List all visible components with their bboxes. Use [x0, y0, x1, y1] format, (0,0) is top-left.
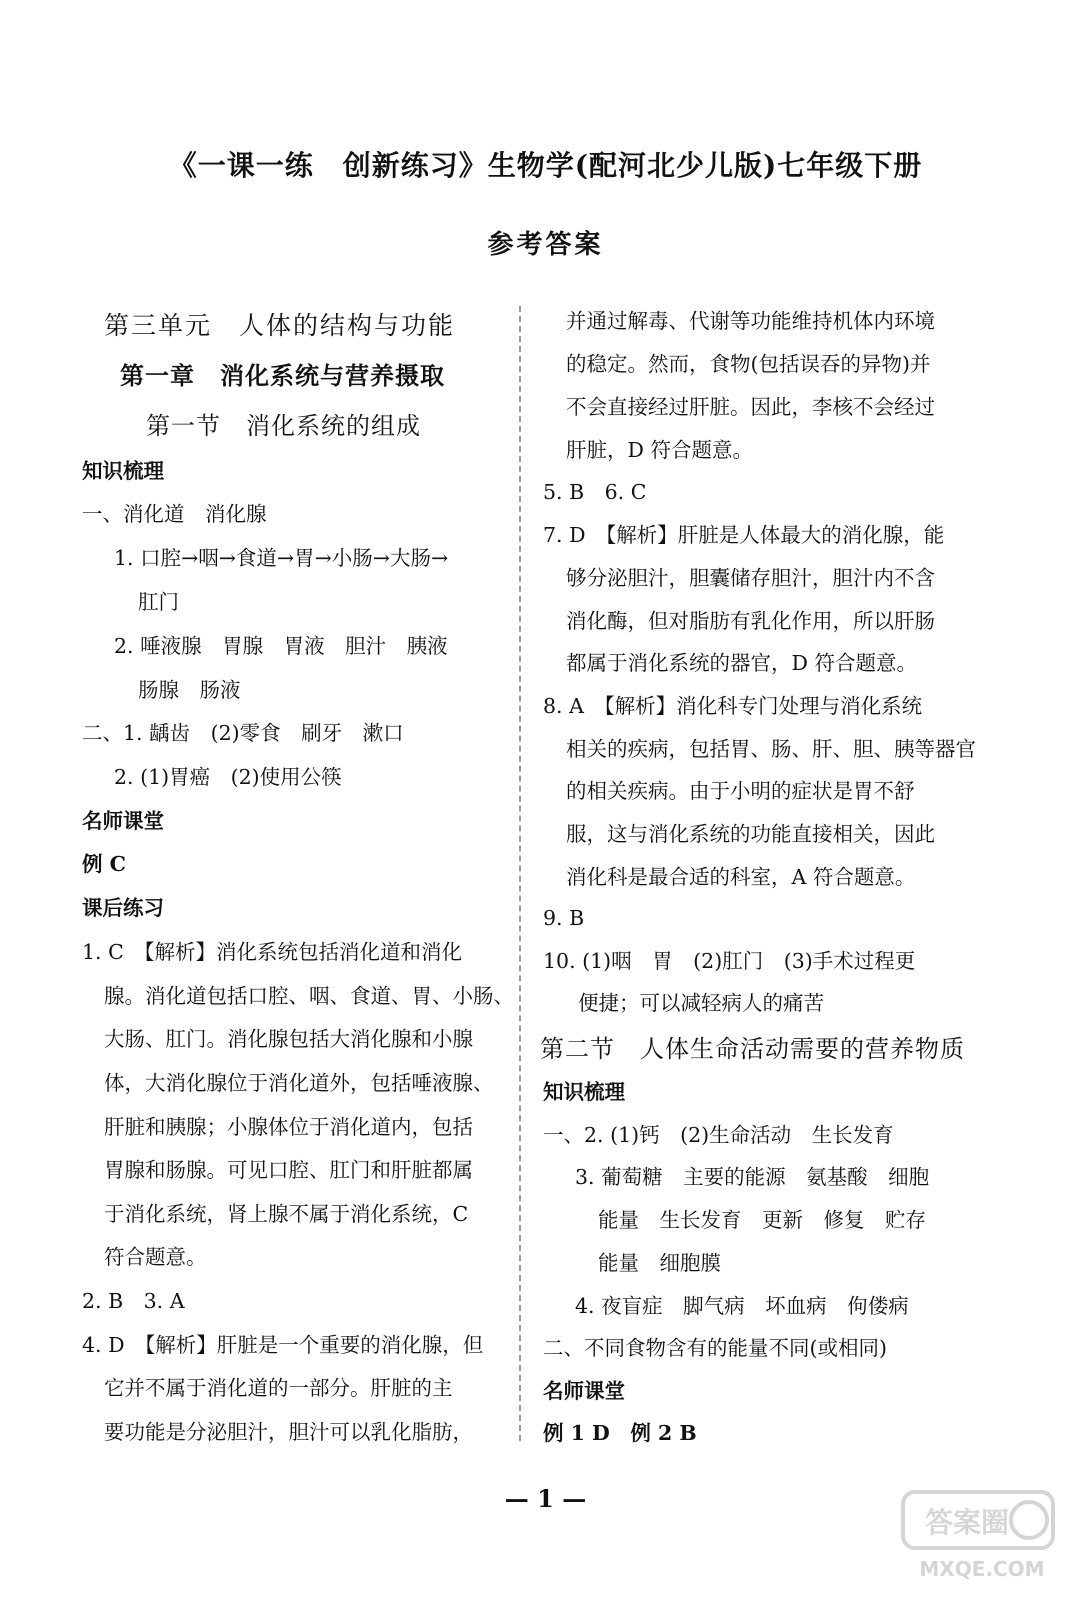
answer-line: 二、不同食物含有的能量不同(或相同): [543, 1336, 887, 1360]
answer-line: 胃腺和肠腺。可见口腔、肛门和肝脏都属: [104, 1158, 473, 1182]
unit-title: 第三单元 人体的结构与功能: [104, 311, 456, 340]
answer-line: 不会直接经过肝脏。因此，李核不会经过: [566, 395, 935, 419]
page-number: — 1 —: [504, 1484, 587, 1513]
answer-line: 能量 生长发育 更新 修复 贮存: [598, 1208, 926, 1232]
watermark-url: MXQE.COM: [919, 1557, 1045, 1581]
answer-line: 大肠、肛门。消化腺包括大消化腺和小腺: [104, 1027, 473, 1051]
answer-line: 肠腺 肠液: [138, 678, 241, 702]
answer-line: 相关的疾病，包括胃、肠、肝、胆、胰等器官: [566, 737, 976, 761]
answer-line: 5. B 6. C: [543, 480, 647, 504]
chapter-title: 第一章 消化系统与营养摄取: [120, 361, 445, 390]
answer-line: 二、1. 龋齿 (2)零食 刷牙 漱口: [82, 721, 404, 745]
answers-heading: 参考答案: [487, 230, 604, 260]
answer-line: 肝脏和胰腺；小腺体位于消化道内，包括: [104, 1115, 473, 1139]
answer-line: 例 1 D 例 2 B: [543, 1421, 697, 1445]
watermark-text: 答案圈: [924, 1506, 1010, 1539]
answer-line: 2. B 3. A: [82, 1289, 185, 1313]
answer-line: 4. D 【解析】肝脏是一个重要的消化腺，但: [82, 1333, 484, 1357]
answer-line: 符合题意。: [104, 1245, 207, 1269]
answer-line: 够分泌胆汁，胆囊储存胆汁，胆汁内不含: [566, 566, 935, 590]
answer-line: 体，大消化腺位于消化道外，包括唾液腺、: [104, 1071, 494, 1095]
answer-line: 2. (1)胃癌 (2)使用公筷: [114, 765, 342, 789]
document-title: 《一课一练 创新练习》生物学(配河北少儿版)七年级下册: [168, 149, 923, 182]
answer-line: 的稳定。然而，食物(包括误吞的异物)并: [566, 352, 931, 376]
answer-line: 的相关疾病。由于小明的症状是胃不舒: [566, 779, 915, 803]
heading-practice: 课后练习: [82, 896, 164, 920]
answer-line: 7. D 【解析】肝脏是人体最大的消化腺，能: [543, 523, 945, 547]
answer-line: 1. 口腔→咽→食道→胃→小肠→大肠→: [114, 546, 449, 570]
answer-line: 例 C: [82, 852, 126, 876]
section1-title: 第一节 消化系统的组成: [146, 412, 421, 440]
answer-line: 10. (1)咽 胃 (2)肛门 (3)手术过程更: [543, 949, 916, 973]
answer-line: 消化科是最合适的科室，A 符合题意。: [566, 865, 916, 889]
answer-line: 并通过解毒、代谢等功能维持机体内环境: [566, 309, 935, 333]
section2-title: 第二节 人体生命活动需要的营养物质: [540, 1035, 965, 1063]
heading-teacher: 名师课堂: [543, 1379, 625, 1403]
answer-line: 一、消化道 消化腺: [82, 502, 267, 526]
answer-line: 腺。消化道包括口腔、咽、食道、胃、小肠、: [104, 984, 514, 1008]
answer-line: 肛门: [138, 590, 179, 614]
answer-line: 消化酶，但对脂肪有乳化作用，所以肝肠: [566, 609, 935, 633]
answer-line: 1. C 【解析】消化系统包括消化道和消化: [82, 940, 463, 964]
answer-line: 2. 唾液腺 胃腺 胃液 胆汁 胰液: [114, 634, 448, 658]
heading-knowledge: 知识梳理: [82, 459, 164, 483]
column-divider: [519, 306, 521, 1441]
answer-line: 肝脏，D 符合题意。: [566, 438, 753, 462]
answer-line: 服，这与消化系统的功能直接相关，因此: [566, 822, 935, 846]
heading-teacher: 名师课堂: [82, 809, 164, 833]
watermark-logo: [897, 1488, 1067, 1584]
answer-line: 9. B: [543, 906, 585, 930]
answer-line: 4. 夜盲症 脚气病 坏血病 佝偻病: [575, 1294, 909, 1318]
answer-line: 要功能是分泌胆汁，胆汁可以乳化脂肪，: [104, 1420, 473, 1444]
answer-line: 3. 葡萄糖 主要的能源 氨基酸 细胞: [575, 1165, 930, 1189]
answer-line: 一、2. (1)钙 (2)生命活动 生长发育: [543, 1123, 894, 1147]
answer-line: 便捷；可以减轻病人的痛苦: [578, 991, 824, 1015]
answer-line: 于消化系统，肾上腺不属于消化系统，C: [104, 1202, 469, 1226]
answer-line: 8. A 【解析】消化科专门处理与消化系统: [543, 694, 923, 718]
answer-line: 都属于消化系统的器官，D 符合题意。: [566, 651, 917, 675]
answer-line: 能量 细胞膜: [598, 1251, 721, 1275]
answer-line: 它并不属于消化道的一部分。肝脏的主: [104, 1376, 453, 1400]
heading-knowledge: 知识梳理: [543, 1080, 625, 1104]
